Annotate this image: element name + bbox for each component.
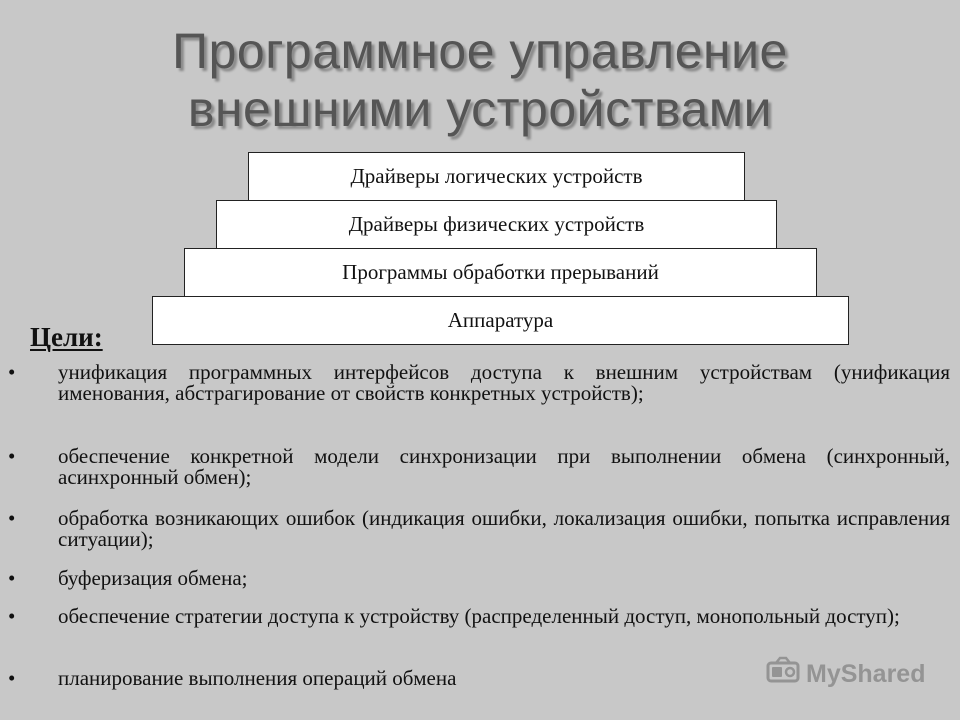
- bullet: •: [8, 506, 16, 530]
- projector-icon: [766, 656, 800, 693]
- bullet: •: [8, 604, 16, 628]
- watermark: [766, 656, 925, 693]
- goal-text: буферизация обмена;: [58, 566, 248, 590]
- watermark-text: MyShared: [806, 660, 926, 688]
- layer-logical-drivers: [248, 152, 745, 201]
- slide-title: [0, 22, 960, 138]
- layer-label: Драйверы логических устройств: [350, 164, 643, 188]
- goals-heading: Цели:: [30, 322, 103, 352]
- layer-interrupt-handlers: [184, 248, 817, 297]
- slide-title-line-2: внешними устройствами: [187, 81, 773, 137]
- bullet: •: [8, 666, 16, 690]
- layer-hardware: [152, 296, 849, 345]
- goal-text: планирование выполнения операций обмена: [58, 666, 457, 690]
- bullet: •: [8, 360, 16, 384]
- goal-text: обеспечение стратегии доступа к устройству (распределенный доступ, монопольный доступ);: [58, 604, 900, 628]
- layer-label: Аппаратура: [447, 308, 554, 332]
- layer-physical-drivers: [216, 200, 777, 249]
- slide-title-line-1: Программное управление: [172, 23, 788, 79]
- bullet: •: [8, 444, 16, 468]
- layer-label: Программы обработки прерываний: [342, 260, 659, 284]
- layer-label: Драйверы физических устройств: [348, 212, 645, 236]
- goal-text: обработка возникающих ошибок (индикация ошибки, локализация ошибки, попытка исправления ситуации);: [58, 506, 950, 551]
- goal-text: обеспечение конкретной модели синхронизации при выполнении обмена (синхронный, асинхронный обмен);: [58, 444, 950, 489]
- goal-text: унификация программных интерфейсов доступа к внешним устройствам (унификация именования, абстрагирование от свойств конкретных устройств);: [58, 360, 950, 405]
- bullet: •: [8, 566, 16, 590]
